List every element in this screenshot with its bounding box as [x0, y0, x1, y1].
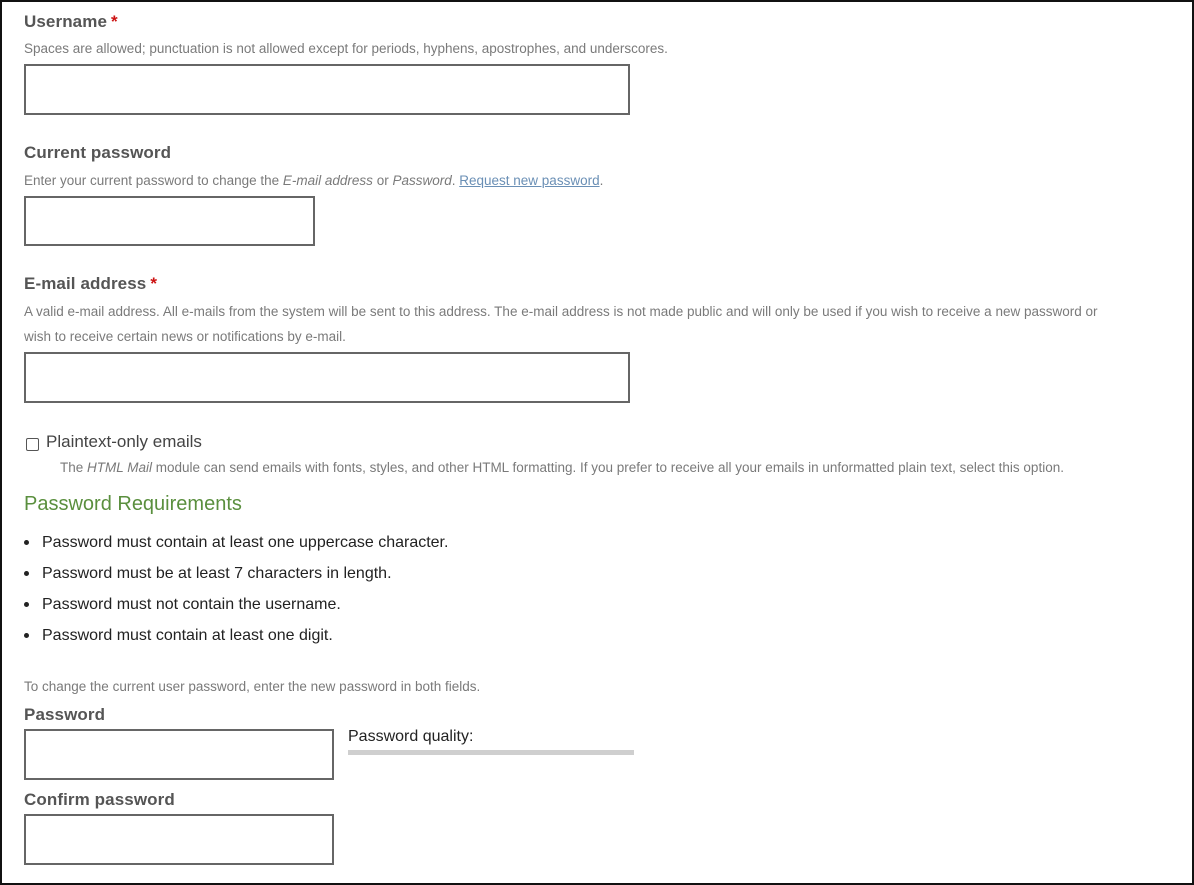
confirm-password-input[interactable] — [24, 814, 334, 865]
current-password-description: Enter your current password to change the E-mail address or Password. Request new password. — [24, 173, 604, 188]
required-mark: * — [111, 12, 118, 31]
bullet-icon — [24, 540, 29, 545]
password-quality-bar — [348, 750, 634, 755]
username-label: Username * — [24, 12, 118, 31]
bullet-icon — [24, 633, 29, 638]
plaintext-description: The HTML Mail module can send emails with fonts, styles, and other HTML formatting. If you prefer to receive all your emails in unformatted plain text, select this option. — [60, 460, 1064, 475]
required-mark: * — [150, 274, 158, 293]
new-password-hint: To change the current user password, enter the new password in both fields. — [24, 679, 481, 694]
requirement-item: Password must be at least 7 characters in length. — [2, 558, 702, 589]
plaintext-checkbox[interactable] — [26, 438, 39, 451]
requirement-item: Password must contain at least one uppercase character. — [2, 527, 702, 558]
bullet-icon — [24, 602, 29, 607]
confirm-password-label: Confirm password — [24, 790, 175, 809]
username-description: Spaces are allowed; punctuation is not allowed except for periods, hyphens, apostrophes, and underscores. — [24, 41, 668, 56]
password-label: Password — [24, 705, 106, 724]
requirement-item: Password must contain at least one digit. — [2, 620, 702, 651]
password-requirements-title: Password Requirements — [24, 493, 242, 515]
requirement-item: Password must not contain the username. — [2, 589, 702, 620]
current-password-input[interactable] — [24, 196, 315, 246]
email-input[interactable] — [24, 352, 630, 403]
bullet-icon — [24, 571, 29, 576]
current-password-label: Current password — [24, 143, 172, 162]
password-quality-label: Password quality: — [348, 728, 474, 745]
email-description: A valid e-mail address. All e-mails from the system will be sent to this address. The e-mail address is not made public and will only be used if you wish to receive a new password or wish to receive certain news or notifications by e-mail. — [24, 304, 1098, 344]
password-input[interactable] — [24, 729, 334, 780]
password-requirements-list — [2, 527, 702, 651]
plaintext-label[interactable]: Plaintext-only emails — [46, 432, 202, 451]
email-label: E-mail address * — [24, 274, 158, 293]
username-input[interactable] — [24, 64, 630, 115]
request-new-password-link[interactable]: Request new password — [459, 173, 600, 188]
